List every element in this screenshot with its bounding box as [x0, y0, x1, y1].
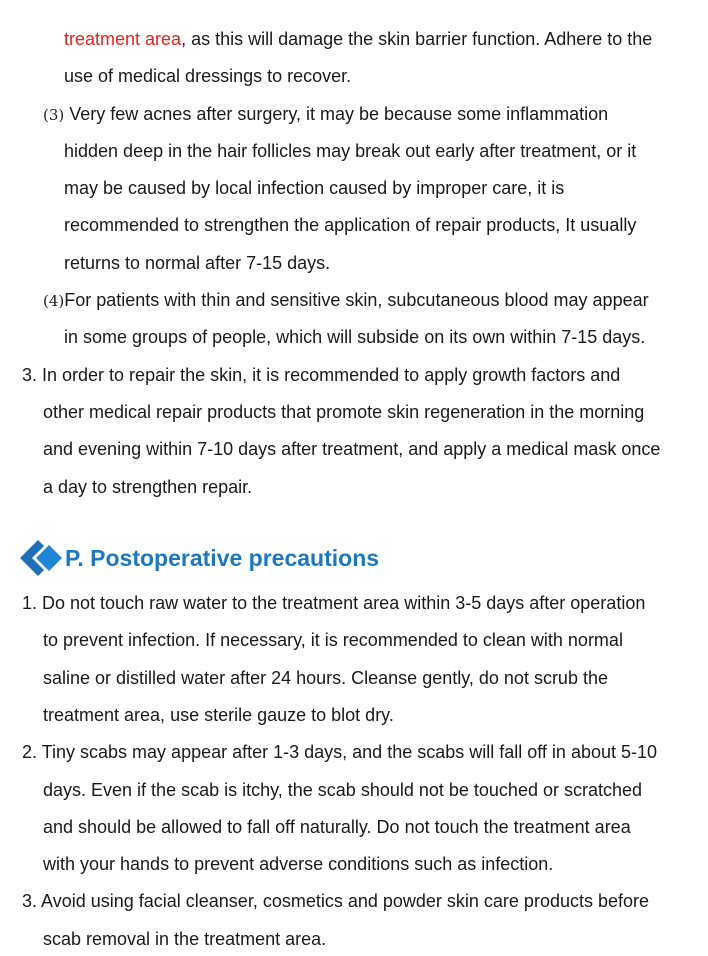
list-item-3-line: other medical repair products that promote skin regeneration in the morning: [43, 402, 645, 422]
sub-item-text: Very few acnes after surgery, it may be because some inflammation: [64, 104, 609, 124]
sub-item-3-line: recommended to strengthen the application of repair products, It usually: [64, 215, 637, 235]
sub-item-number: (4): [43, 292, 65, 310]
post-item-2-line: days. Even if the scab is itchy, the scab should not be touched or scratched: [43, 780, 643, 800]
sub-item-text: For patients with thin and sensitive skin, subcutaneous blood may appear: [64, 290, 649, 310]
sub-item-3-line: hidden deep in the hair follicles may break out early after treatment, or it: [64, 141, 637, 161]
sub-item-3-line: returns to normal after 7-15 days.: [64, 253, 331, 273]
sub-item-number: (3): [43, 106, 65, 124]
list-item-3-line: a day to strengthen repair.: [43, 477, 253, 497]
list-item-3-line: and evening within 7-10 days after treatment, and apply a medical mask once: [43, 439, 661, 459]
continued-text-line: use of medical dressings to recover.: [64, 66, 352, 86]
section-heading: [18, 538, 438, 578]
post-item-2: 2. Tiny scabs may appear after 1-3 days, and the scabs will fall off in about 5-10: [22, 742, 658, 762]
section-title-word: Postoperative: [83, 545, 243, 571]
continued-text-line: [64, 28, 652, 50]
post-item-1-line: to prevent infection. If necessary, it is recommended to clean with normal: [43, 630, 623, 650]
post-item-1-line: saline or distilled water after 24 hours. Cleanse gently, do not scrub the: [43, 668, 608, 688]
post-item-1: 1. Do not touch raw water to the treatment area within 3-5 days after operation: [22, 593, 646, 613]
blue-diamond-bullet-icon: [18, 538, 66, 578]
sub-item-3: [43, 103, 608, 126]
text-fragment: , as this will damage the skin barrier function. Adhere to the: [181, 29, 653, 49]
post-item-1-line: treatment area, use sterile gauze to blot dry.: [43, 705, 394, 725]
highlight-treatment-area: treatment area: [64, 29, 182, 49]
section-heading-text: [65, 545, 379, 571]
section-letter: P.: [65, 545, 84, 571]
sub-item-4-line: in some groups of people, which will subside on its own within 7-15 days.: [64, 327, 646, 347]
post-item-2-line: with your hands to prevent adverse conditions such as infection.: [43, 854, 554, 874]
post-item-2-line: and should be allowed to fall off naturally. Do not touch the treatment area: [43, 817, 631, 837]
post-item-3-line: scab removal in the treatment area.: [43, 929, 327, 949]
sub-item-4: [43, 289, 649, 312]
sub-item-3-line: may be caused by local infection caused by improper care, it is: [64, 178, 565, 198]
list-item-3: 3. In order to repair the skin, it is recommended to apply growth factors and: [22, 365, 621, 385]
section-title-word: precautions: [242, 545, 380, 571]
post-item-3: 3. Avoid using facial cleanser, cosmetics and powder skin care products before: [22, 891, 650, 911]
